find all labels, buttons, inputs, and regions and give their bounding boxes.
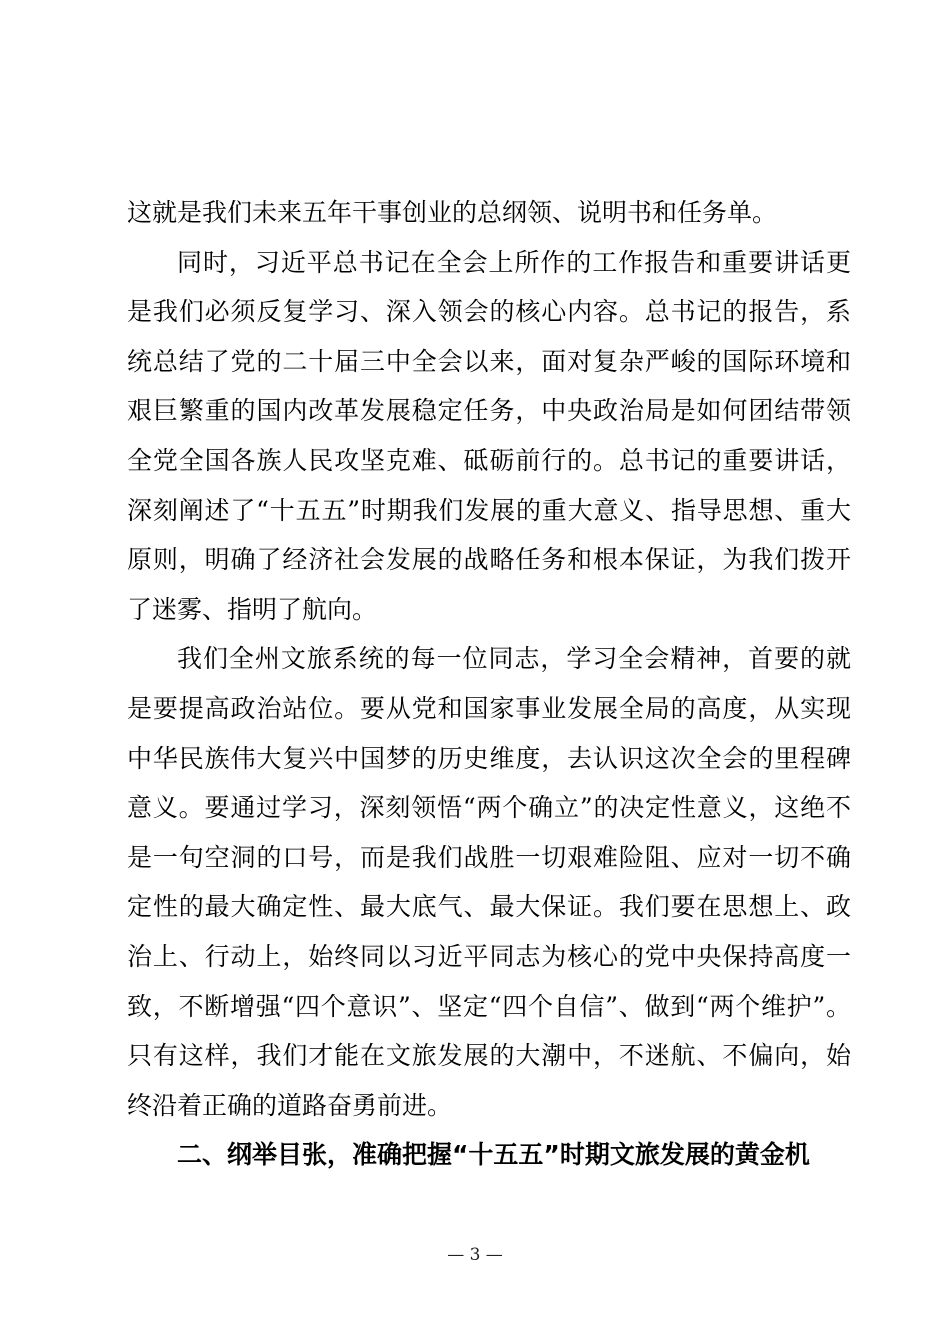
section-heading: 二、纲举目张，准确把握“十五五”时期文旅发展的黄金机 xyxy=(177,1140,810,1170)
page-number: — 3 — xyxy=(447,1245,503,1265)
paragraph-political-stance: 我们全州文旅系统的每一位同志，学习全会精神，首要的就是要提高政治站位。要从党和国家事业发展全局的高度，从实现中华民族伟大复兴中国梦的历史维度，去认识这次全会的里程碑意义。要通过学习，深刻领悟“两个确立”的决定性意义，这绝不是一句空洞的口号，而是我们战胜一切艰难险阻、应对一切不确定性的最大确定性、最大底气、最大保证。我们要在思想上、政治上、行动上，始终同以习近平同志为核心的党中央保持高度一致，不断增强“四个意识”、坚定“四个自信”、做到“两个维护”。只有这样，我们才能在文旅发展的大潮中，不迷航、不偏向，始终沿着正确的道路奋勇前进。 xyxy=(127,644,851,1120)
paragraph-continuation: 这就是我们未来五年干事创业的总纲领、说明书和任务单。 xyxy=(127,198,778,227)
paragraph-report-and-speech: 同时，习近平总书记在全会上所作的工作报告和重要讲话更是我们必须反复学习、深入领会的核心内容。总书记的报告，系统总结了党的二十届三中全会以来，面对复杂严峻的国际环境和艰巨繁重的国内改革发展稳定任务，中央政治局是如何团结带领全党全国各族人民攻坚克难、砥砺前行的。总书记的重要讲话，深刻阐述了“十五五”时期我们发展的重大意义、指导思想、重大原则，明确了经济社会发展的战略任务和根本保证，为我们拨开了迷雾、指明了航向。 xyxy=(127,247,851,624)
document-body xyxy=(127,188,851,1180)
